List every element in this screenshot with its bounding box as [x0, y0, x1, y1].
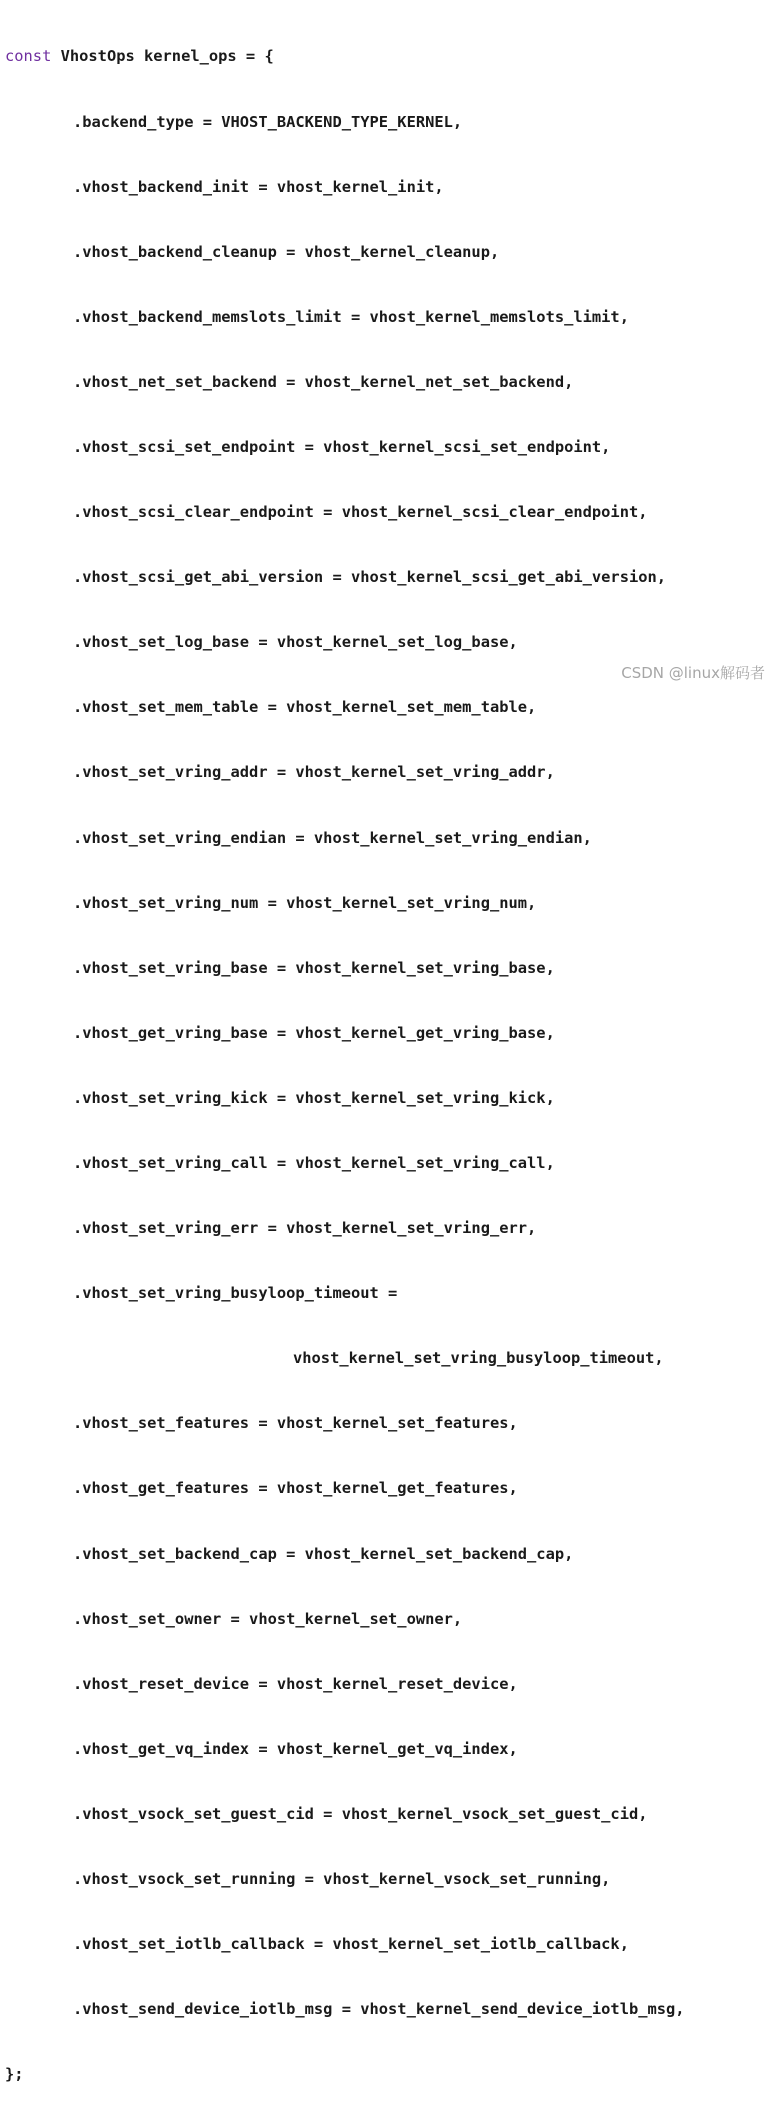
code-line: .vhost_get_features = vhost_kernel_get_features,	[73, 1479, 518, 1498]
code-line: .vhost_set_owner = vhost_kernel_set_owner,	[73, 1609, 463, 1628]
code-line: .vhost_scsi_get_abi_version = vhost_kernel_scsi_get_abi_version,	[73, 568, 667, 587]
code-line: .vhost_set_log_base = vhost_kernel_set_log_base,	[73, 633, 518, 652]
code-line: .vhost_set_vring_num = vhost_kernel_set_vring_num,	[73, 893, 537, 912]
watermark: CSDN @linux解码者	[621, 664, 765, 682]
code-line: .vhost_reset_device = vhost_kernel_reset_device,	[73, 1674, 518, 1693]
code-line: .vhost_set_vring_err = vhost_kernel_set_vring_err,	[73, 1219, 537, 1238]
code-line: .vhost_set_mem_table = vhost_kernel_set_mem_table,	[73, 698, 537, 717]
code-line: .vhost_backend_init = vhost_kernel_init,	[73, 177, 444, 196]
const-keyword: const	[5, 47, 52, 66]
code-block	[5, 3, 685, 2108]
code-line-header	[5, 46, 685, 68]
code-line: .vhost_vsock_set_running = vhost_kernel_vsock_set_running,	[73, 1870, 611, 1889]
code-line-continuation: vhost_kernel_set_vring_busyloop_timeout,	[293, 1349, 664, 1368]
code-line: .vhost_get_vring_base = vhost_kernel_get_vring_base,	[73, 1023, 555, 1042]
code-line: .backend_type = VHOST_BACKEND_TYPE_KERNEL,	[73, 112, 463, 131]
code-line: .vhost_set_backend_cap = vhost_kernel_set_backend_cap,	[73, 1544, 574, 1563]
code-line: .vhost_set_vring_kick = vhost_kernel_set_vring_kick,	[73, 1088, 555, 1107]
code-line: .vhost_send_device_iotlb_msg = vhost_kernel_send_device_iotlb_msg,	[73, 2000, 685, 2019]
code-line: .vhost_set_vring_endian = vhost_kernel_set_vring_endian,	[73, 828, 592, 847]
code-line: .vhost_set_features = vhost_kernel_set_features,	[73, 1414, 518, 1433]
code-line: .vhost_net_set_backend = vhost_kernel_net_set_backend,	[73, 372, 574, 391]
code-line: .vhost_set_vring_busyloop_timeout =	[73, 1284, 398, 1303]
code-line: .vhost_vsock_set_guest_cid = vhost_kernel_vsock_set_guest_cid,	[73, 1804, 648, 1823]
code-line: .vhost_scsi_set_endpoint = vhost_kernel_scsi_set_endpoint,	[73, 437, 611, 456]
code-line: .vhost_scsi_clear_endpoint = vhost_kernel_scsi_clear_endpoint,	[73, 503, 648, 522]
code-line: .vhost_set_vring_base = vhost_kernel_set_vring_base,	[73, 958, 555, 977]
code-line: .vhost_backend_memslots_limit = vhost_kernel_memslots_limit,	[73, 307, 629, 326]
struct-declaration: VhostOps kernel_ops = {	[51, 47, 274, 66]
code-line: .vhost_set_vring_call = vhost_kernel_set_vring_call,	[73, 1154, 555, 1172]
code-line: .vhost_get_vq_index = vhost_kernel_get_vq_index,	[73, 1739, 518, 1758]
code-line: .vhost_set_iotlb_callback = vhost_kernel_set_iotlb_callback,	[73, 1935, 629, 1954]
closing-brace: };	[5, 2065, 24, 2084]
code-line-footer	[5, 2064, 685, 2086]
code-line: .vhost_set_vring_addr = vhost_kernel_set_vring_addr,	[73, 763, 555, 782]
code-line: .vhost_backend_cleanup = vhost_kernel_cleanup,	[73, 242, 500, 261]
